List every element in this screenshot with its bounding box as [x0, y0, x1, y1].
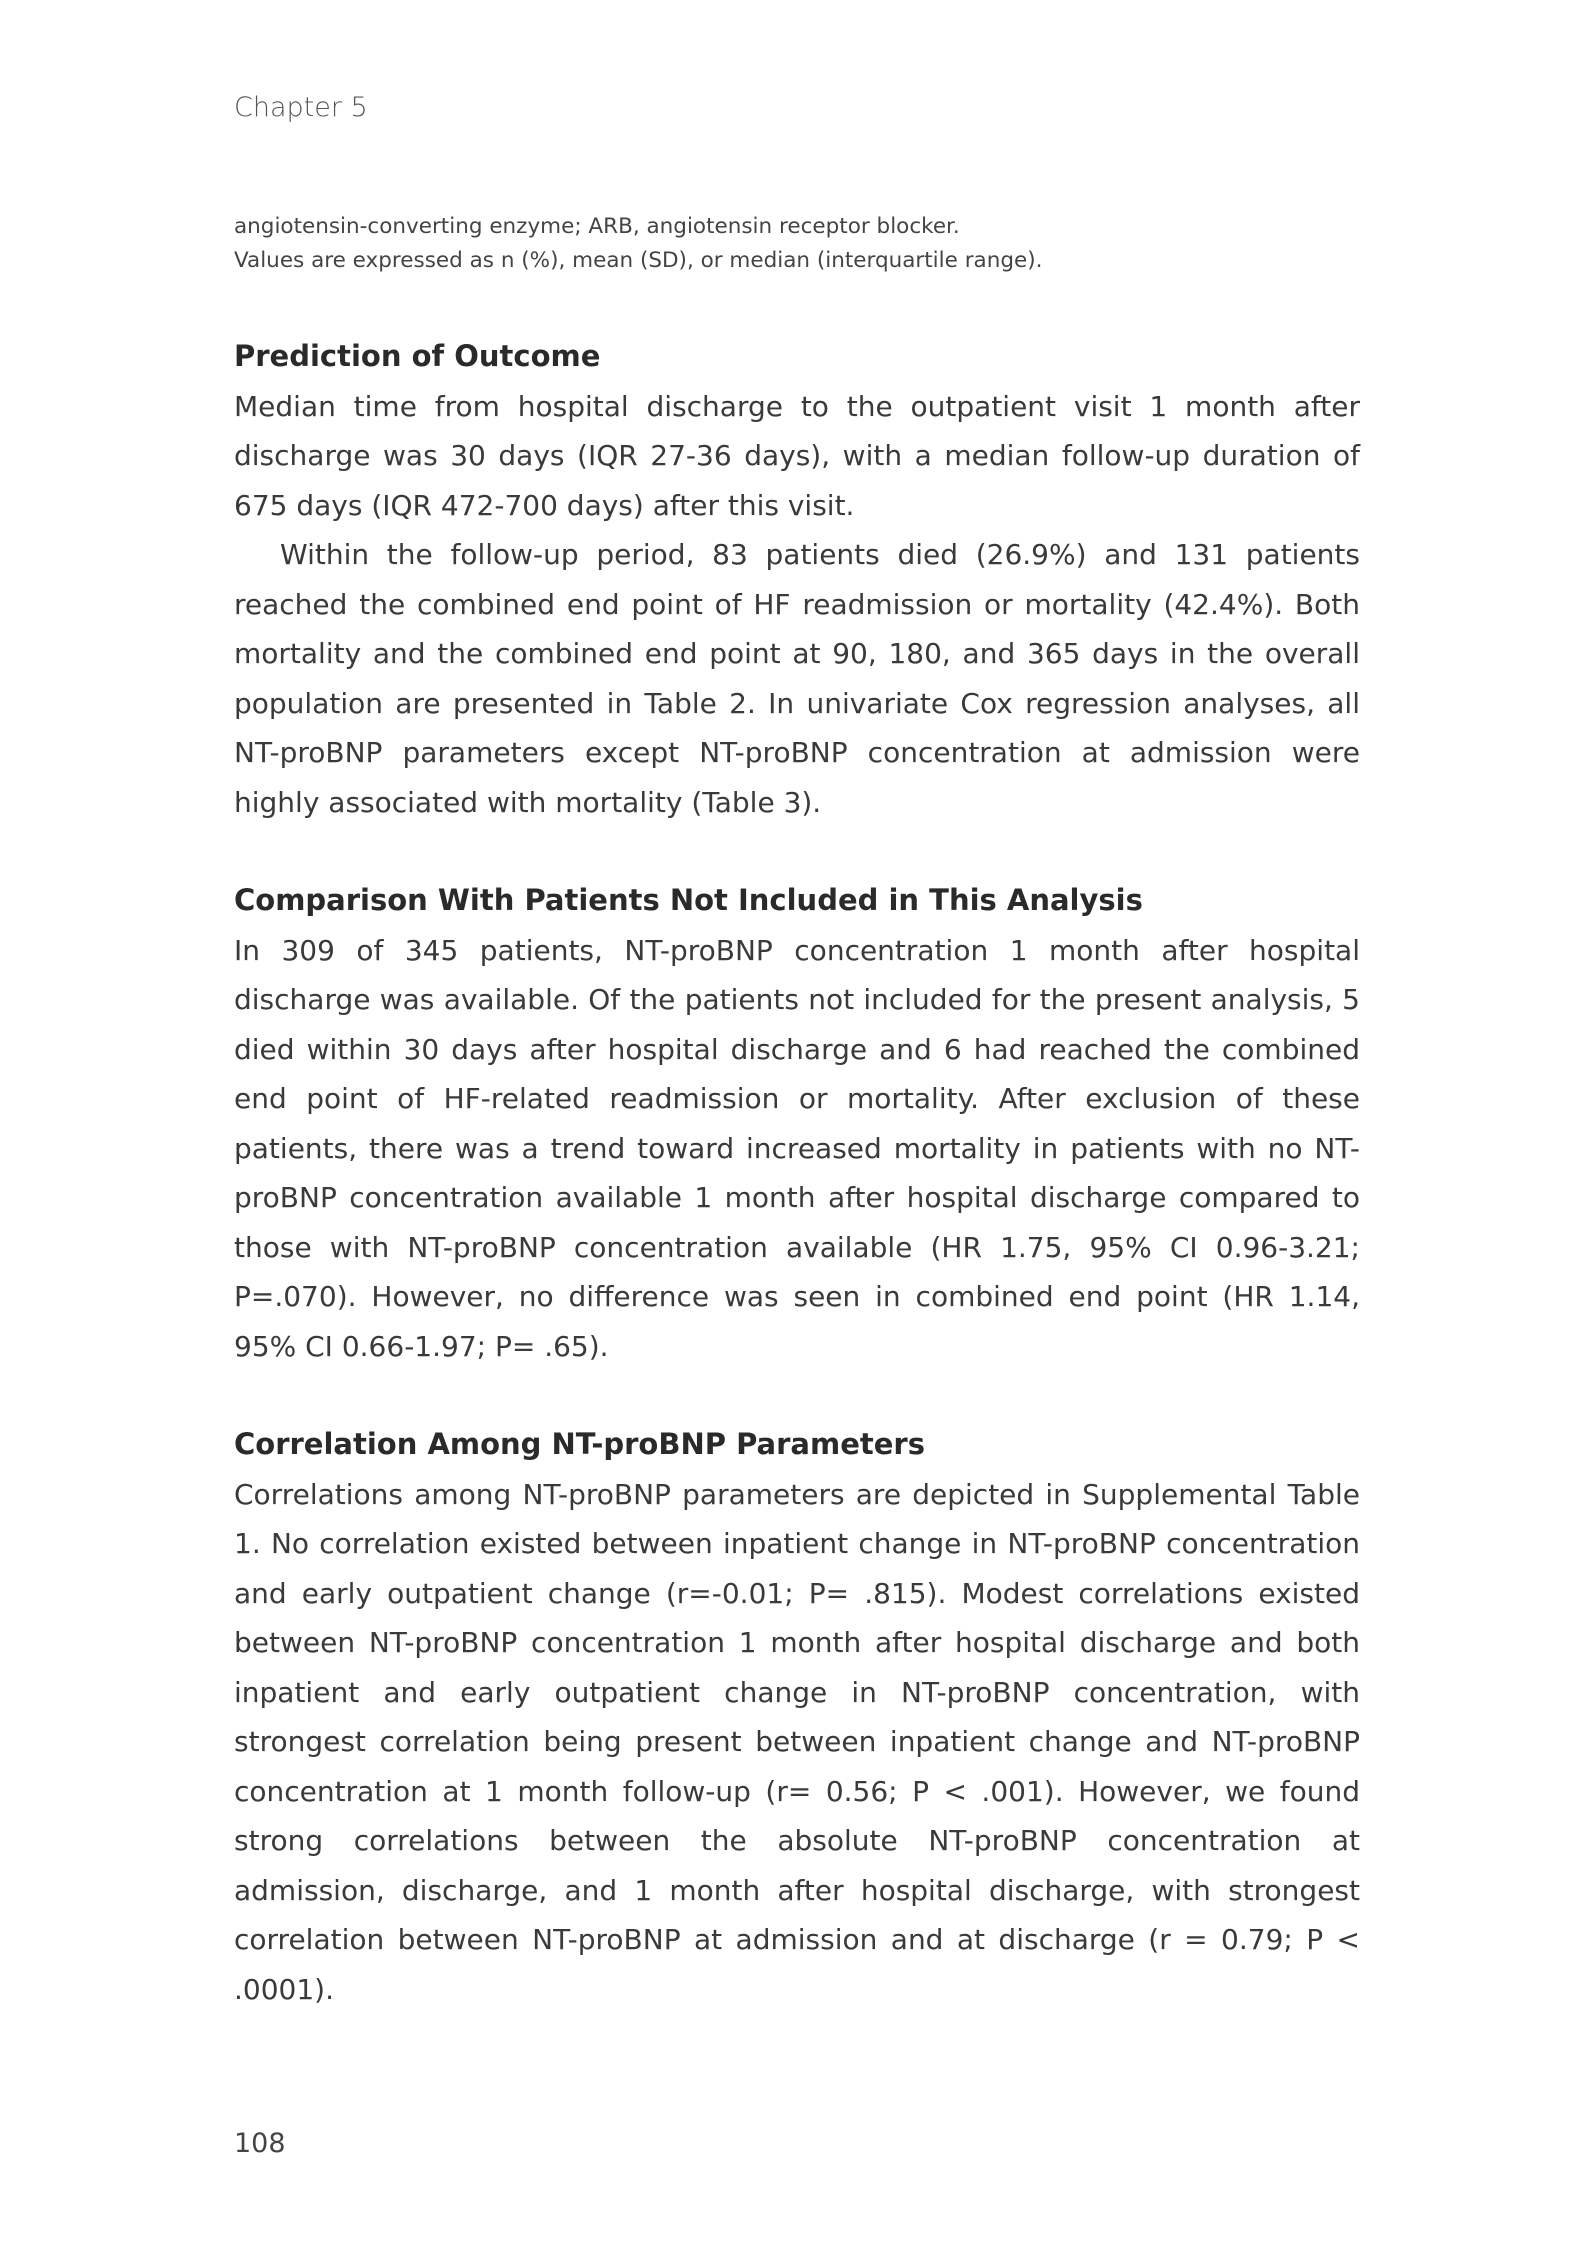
- running-head: Chapter 5: [234, 92, 368, 123]
- section-correlation-nt-probnp: [234, 1420, 1360, 2014]
- section-heading: Prediction of Outcome: [234, 339, 601, 373]
- table-footnote: angiotensin-converting enzyme; ARB, angiotensin receptor blocker.: [234, 214, 960, 239]
- paragraph: In 309 of 345 patients, NT-proBNP concentration 1 month after hospital discharge was available. Of the patients not included for the present analysis, 5 died within 30 days after hospital discharge and 6 had reached the combined end point of HF-related readmission or mortality. After exclusion of these patients, there was a trend toward increased mortality in patients with no NT-proBNP concentration available 1 month after hospital discharge compared to those with NT-proBNP concentration available (HR 1.75, 95% CI 0.96-3.21; P=.070). However, no difference was seen in combined end point (HR 1.14, 95% CI 0.66-1.97; P= .65).: [234, 933, 1360, 1363]
- table-footnotes: [234, 210, 1360, 278]
- paragraph: Within the follow-up period, 83 patients died (26.9%) and 131 patients reached the combined end point of HF readmission or mortality (42.4%). Both mortality and the combined end point at 90, 180, and 365 days in the overall population are presented in Table 2. In univariate Cox regression analyses, all NT-proBNP parameters except NT-proBNP concentration at admission were highly associated with mortality (Table 3).: [234, 538, 1360, 819]
- body-text: [234, 332, 1360, 2063]
- section-comparison-excluded-patients: [234, 876, 1360, 1371]
- paragraph: Median time from hospital discharge to the outpatient visit 1 month after discharge was 30 days (IQR 27-36 days), with a median follow-up duration of 675 days (IQR 472-700 days) after this visit.: [234, 389, 1360, 522]
- table-footnote: Values are expressed as n (%), mean (SD), or median (interquartile range).: [234, 248, 1043, 273]
- page-number: 108: [234, 2128, 286, 2159]
- section-heading: Comparison With Patients Not Included in This Analysis: [234, 883, 1143, 917]
- section-prediction-of-outcome: [234, 332, 1360, 827]
- paragraph: Correlations among NT-proBNP parameters are depicted in Supplemental Table 1. No correlation existed between inpatient change in NT-proBNP concentration and early outpatient change (r=-0.01; P= .815). Modest correlations existed between NT-proBNP concentration 1 month after hospital discharge and both inpatient and early outpatient change in NT-proBNP concentration, with strongest correlation being present between inpatient change and NT-proBNP concentration at 1 month follow-up (r= 0.56; P < .001). However, we found strong correlations between the absolute NT-proBNP concentration at admission, discharge, and 1 month after hospital discharge, with strongest correlation between NT-proBNP at admission and at discharge (r = 0.79; P < .0001).: [234, 1477, 1360, 2006]
- section-heading: Correlation Among NT-proBNP Parameters: [234, 1427, 925, 1461]
